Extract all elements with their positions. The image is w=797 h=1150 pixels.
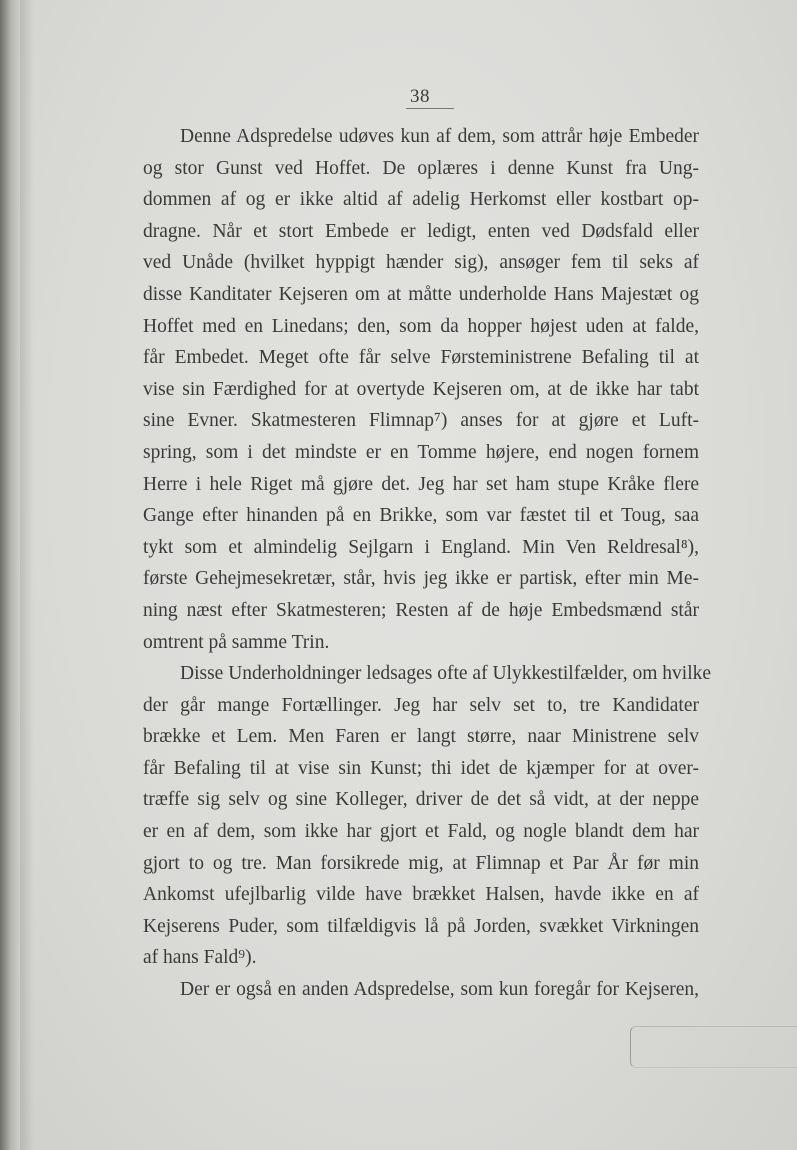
book-binding-edge [0, 0, 20, 1150]
page-number-rule [406, 108, 454, 109]
text-line: brække et Lem. Men Faren er langt større, naar Ministrene selv [143, 726, 699, 748]
text-line: Kejserens Puder, som tilfældigvis lå på Jorden, svækket Virkningen [143, 915, 699, 937]
text-line: Herre i hele Riget må gjøre det. Jeg har set ham stupe Kråke flere [143, 473, 699, 495]
text-line: ved Unåde (hvilket hyppigt hænder sig), ansøger fem til seks af [143, 252, 699, 274]
text-line: får Befaling til at vise sin Kunst; thi idet de kjæmper for at over- [143, 757, 699, 779]
text-line: Disse Underholdninger ledsages ofte af Ulykkestilfælder, om hvilke [180, 663, 712, 685]
text-line: tykt som et almindelig Sejlgarn i England. Min Ven Reldresal⁸), [143, 536, 699, 558]
page-number: 38 [410, 86, 430, 107]
page-tab-marker [630, 1026, 797, 1068]
text-line: er en af dem, som ikke har gjort et Fald, og nogle blandt dem har [143, 821, 699, 843]
text-line: sine Evner. Skatmesteren Flimnap⁷) anses for at gjøre et Luft- [143, 410, 699, 432]
text-line: Denne Adspredelse udøves kun af dem, som attrår høje Embeder [180, 126, 699, 147]
body-text [143, 121, 712, 1006]
text-line: og stor Gunst ved Hoffet. De oplæres i denne Kunst fra Ung- [143, 157, 699, 179]
text-line: omtrent på samme Trin. [143, 631, 330, 653]
binding-shadow [20, 0, 34, 1150]
text-line: vise sin Færdighed for at overtyde Kejseren om, at de ikke har tabt [143, 378, 699, 400]
text-line: der går mange Fortællinger. Jeg har selv set to, tre Kandidater [143, 694, 699, 716]
text-line: får Embedet. Meget ofte får selve Førsteministrene Befaling til at [143, 347, 699, 369]
text-line: ning næst efter Skatmesteren; Resten af de høje Embedsmænd står [143, 599, 699, 621]
text-line: første Gehejmesekretær, står, hvis jeg ikke er partisk, efter min Me- [143, 568, 699, 590]
text-line: Gange efter hinanden på en Brikke, som var fæstet til et Toug, saa [143, 505, 699, 527]
text-line: spring, som i det mindste er en Tomme højere, end nogen fornem [143, 441, 699, 463]
text-line: af hans Fald⁹). [143, 947, 257, 969]
text-line: dommen af og er ikke altid af adelig Herkomst eller kostbart op- [143, 189, 699, 211]
text-line: Hoffet med en Linedans; den, som da hopper højest uden at falde, [143, 315, 699, 337]
text-line: Ankomst ufejlbarlig vilde have brækket Halsen, havde ikke en af [143, 884, 699, 906]
text-line: gjort to og tre. Man forsikrede mig, at Flimnap et Par År før min [143, 852, 699, 874]
text-line: træffe sig selv og sine Kolleger, driver de det så vidt, at der neppe [143, 789, 699, 811]
text-line: dragne. Når et stort Embede er ledigt, enten ved Dødsfald eller [143, 220, 699, 242]
text-line: disse Kanditater Kejseren om at måtte underholde Hans Majestæt og [143, 283, 699, 305]
text-line: Der er også en anden Adspredelse, som kun foregår for Kejseren, [180, 979, 699, 1001]
